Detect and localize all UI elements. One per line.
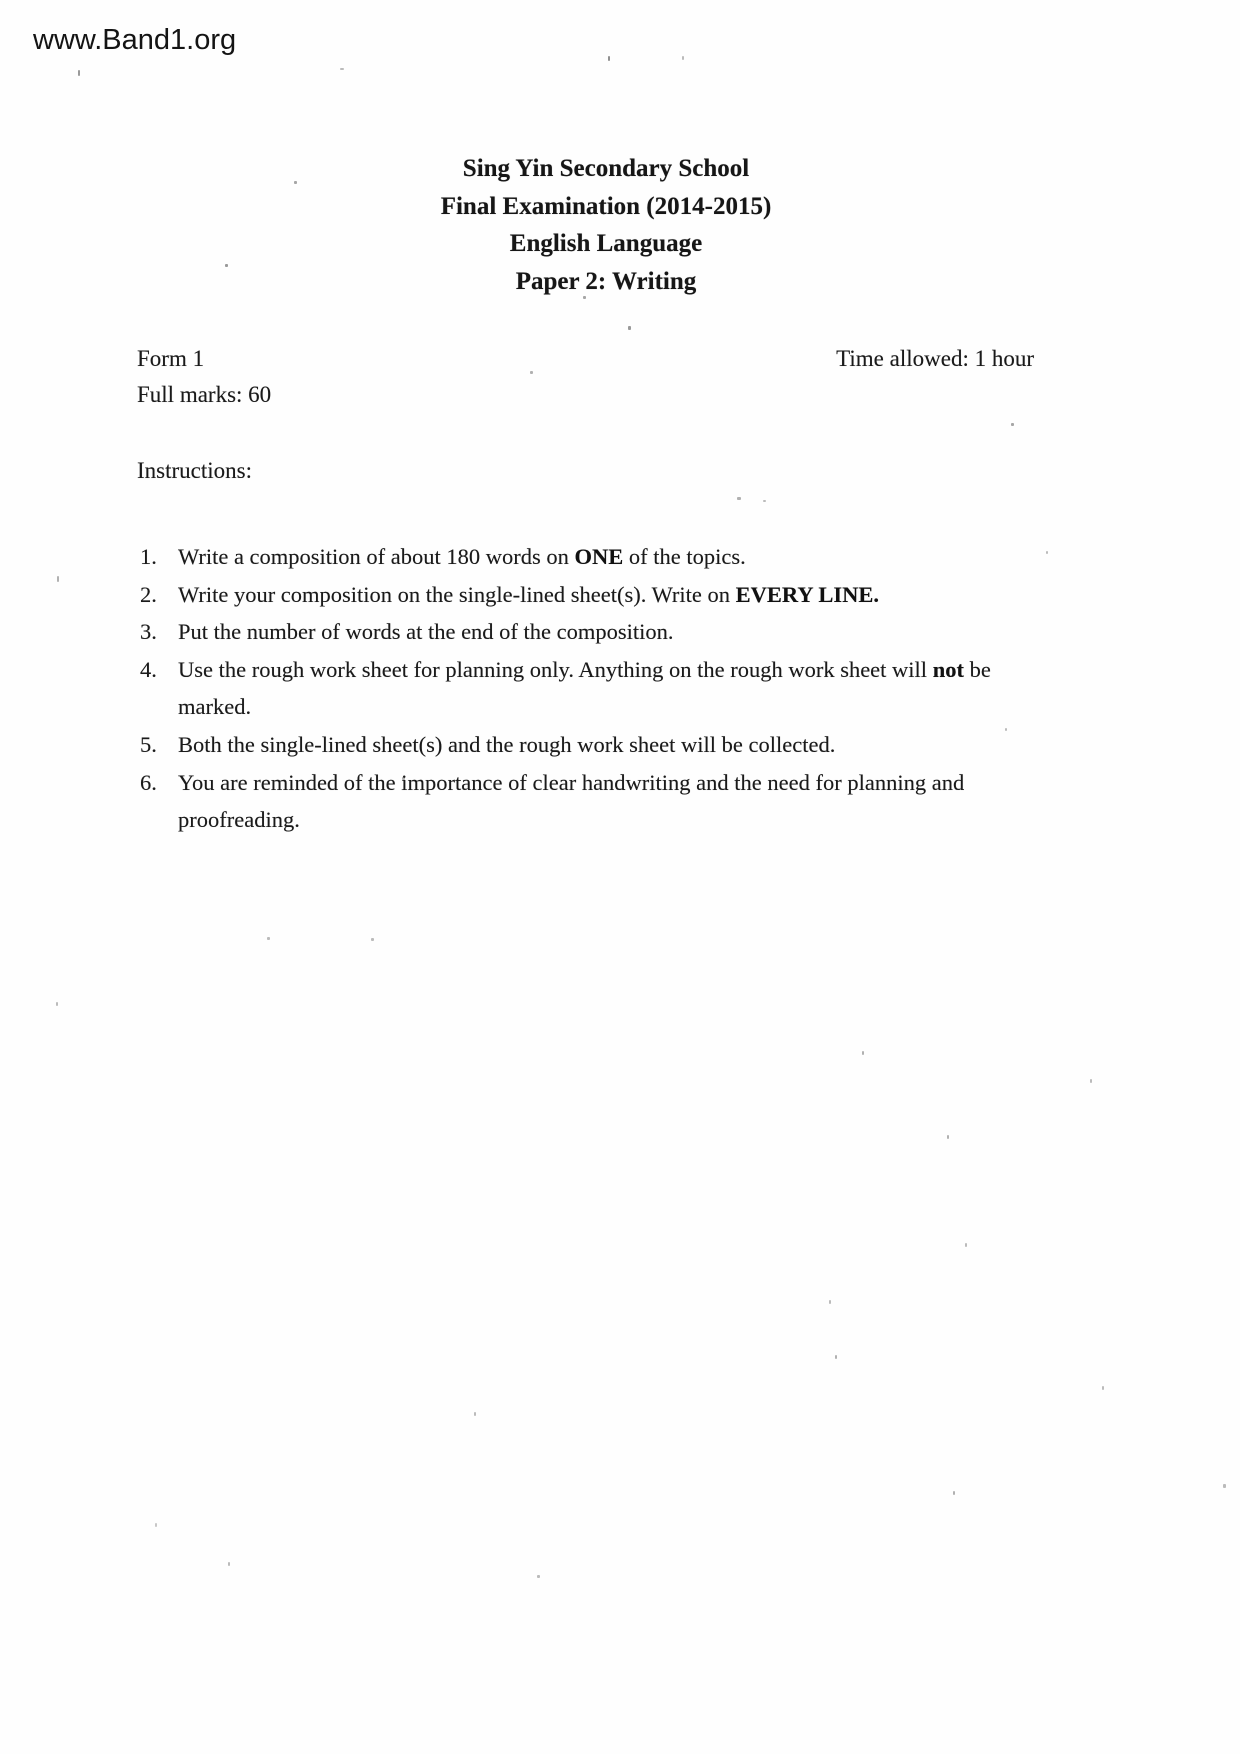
instruction-text: Both the single-lined sheet(s) and the rough work sheet will be collected. <box>178 731 836 757</box>
scan-speckle <box>628 326 631 330</box>
list-number: 5. <box>140 731 157 757</box>
info-row <box>137 344 1034 374</box>
scan-speckle <box>835 1355 837 1359</box>
form-label: Form 1 <box>137 346 205 371</box>
scan-speckle <box>947 1135 949 1139</box>
instruction-text: Write your composition on the single-lined sheet(s). Write on EVERY LINE. <box>178 581 880 607</box>
scan-speckle <box>608 56 610 61</box>
scan-speckle <box>763 500 766 502</box>
instruction-item-5 <box>140 726 1056 764</box>
scan-speckle <box>1102 1386 1104 1390</box>
full-marks-label: Full marks: 60 <box>137 382 272 407</box>
watermark-url: www.Band1.org <box>33 24 237 56</box>
scan-speckle <box>228 1562 230 1566</box>
list-number: 1. <box>140 544 157 569</box>
instruction-item-3 <box>140 613 1056 651</box>
list-number: 2. <box>140 581 157 607</box>
paper-title: Paper 2: Writing <box>515 267 697 295</box>
scan-speckle <box>537 1575 540 1578</box>
school-name: Sing Yin Secondary School <box>462 155 750 182</box>
instruction-text: Use the rough work sheet for planning only. Anything on the rough work sheet will not be marked. <box>178 656 991 720</box>
scan-speckle <box>1223 1484 1226 1488</box>
scan-speckle <box>371 938 374 941</box>
scan-speckle <box>1011 423 1014 426</box>
scan-speckle <box>340 68 344 70</box>
scan-speckle <box>474 1412 476 1416</box>
time-allowed-label: Time allowed: 1 hour <box>836 346 1034 371</box>
scan-speckle <box>965 1243 967 1247</box>
instruction-text: Write a composition of about 180 words on ONE of the topics. <box>178 544 746 569</box>
scan-speckle <box>682 56 684 60</box>
scan-speckle <box>78 70 80 76</box>
instructions-heading: Instructions: <box>137 458 252 483</box>
instruction-list <box>140 538 1056 839</box>
instruction-item-6 <box>140 764 1056 839</box>
instruction-text: You are reminded of the importance of clear handwriting and the need for planning and proofreading. <box>178 769 965 833</box>
scan-speckle <box>267 937 270 940</box>
scan-speckle <box>1090 1079 1092 1083</box>
scan-speckle <box>862 1051 864 1055</box>
list-number: 4. <box>140 656 157 682</box>
list-number: 6. <box>140 769 157 795</box>
exam-title: Final Examination (2014-2015) <box>440 192 772 220</box>
scan-speckle <box>57 576 59 582</box>
title-block <box>0 150 1212 300</box>
scan-speckle <box>829 1300 831 1304</box>
instruction-item-1 <box>140 538 1056 576</box>
scan-speckle <box>737 497 741 500</box>
list-number: 3. <box>140 619 157 645</box>
instruction-text: Put the number of words at the end of the composition. <box>178 619 674 645</box>
scan-speckle <box>155 1523 157 1527</box>
subject-title: English Language <box>509 230 703 257</box>
scan-speckle <box>56 1002 58 1006</box>
instruction-item-2 <box>140 576 1056 614</box>
instruction-item-4 <box>140 651 1056 726</box>
scan-speckle <box>953 1491 955 1495</box>
